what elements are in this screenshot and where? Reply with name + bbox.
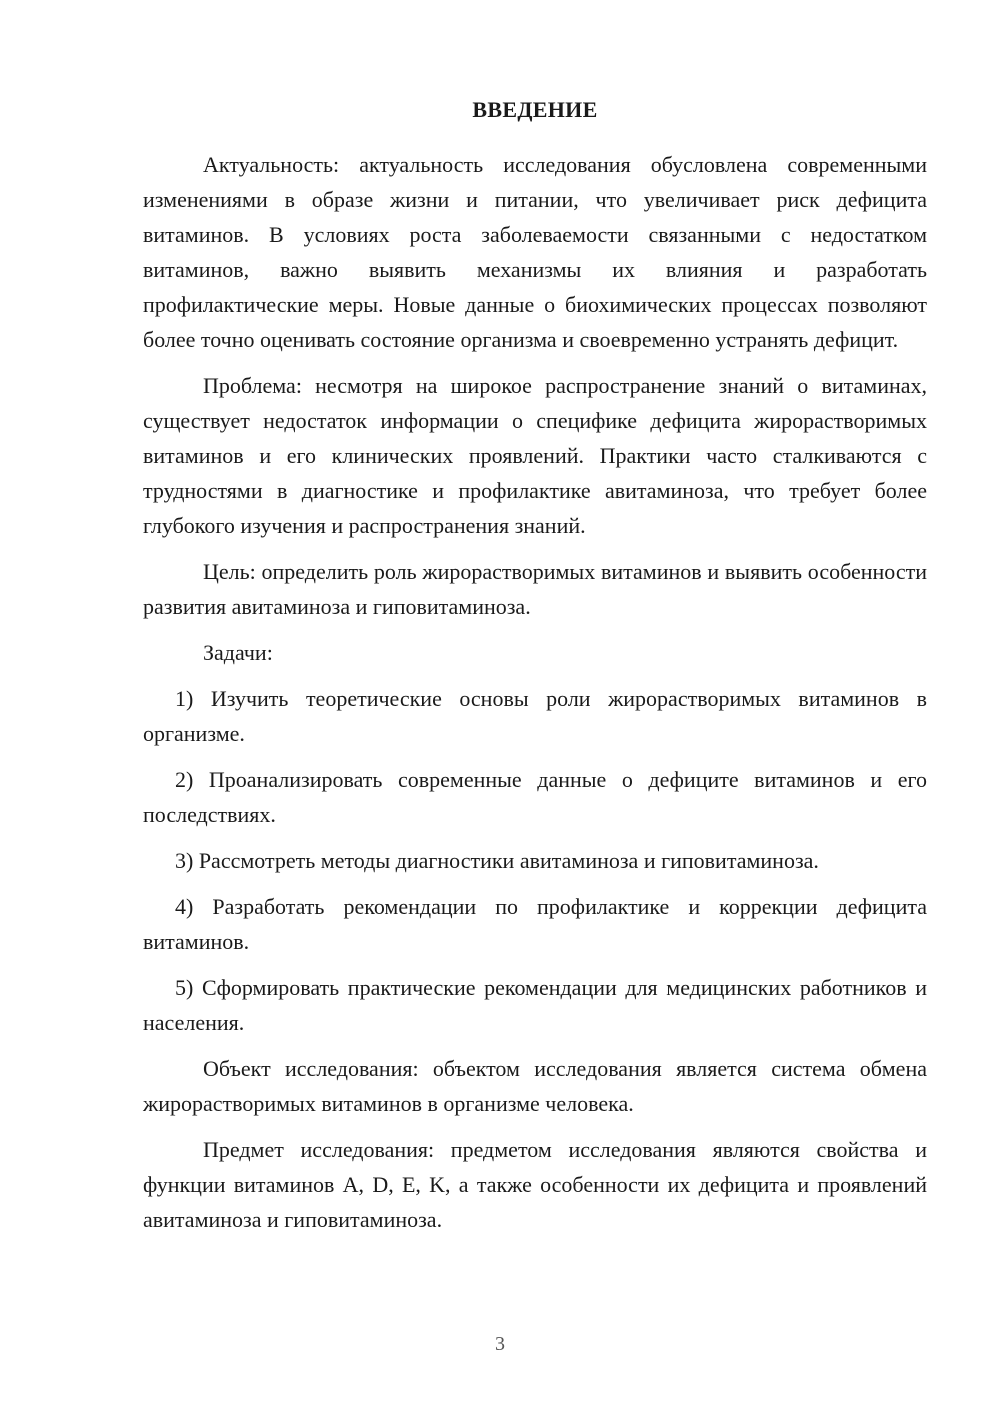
problem-paragraph: Проблема: несмотря на широкое распространение знаний о витаминах, существует недостаток информации о специфике дефицита жирорастворимых витаминов и его клинических проявлений. Практики часто сталкиваются с трудностями в диагностике и профилактике авитаминоза, что требует более глубокого изучения и распространения знаний. <box>143 373 927 538</box>
task-item-1: 1) Изучить теоретические основы роли жирорастворимых витаминов в организме. <box>143 686 927 746</box>
tasks-heading: Задачи: <box>203 640 273 665</box>
relevance-paragraph: Актуальность: актуальность исследования обусловлена современными изменениями в образе жизни и питании, что увеличивает риск дефицита витаминов. В условиях роста заболеваемости связанными с недостатком витаминов, важно выявить механизмы их влияния и разработать профилактические меры. Новые данные о биохимических процессах позволяют более точно оценивать состояние организма и своевременно устранять дефицит. <box>143 152 927 352</box>
task-item-5: 5) Сформировать практические рекомендации для медицинских работников и населения. <box>143 975 927 1035</box>
goal-paragraph: Цель: определить роль жирорастворимых витаминов и выявить особенности развития авитаминоза и гиповитаминоза. <box>143 559 927 619</box>
task-item-2: 2) Проанализировать современные данные о дефиците витаминов и его последствиях. <box>143 767 927 827</box>
object-paragraph: Объект исследования: объектом исследования является система обмена жирорастворимых витаминов в организме человека. <box>143 1056 927 1116</box>
page-number: 3 <box>495 1333 505 1355</box>
subject-paragraph: Предмет исследования: предметом исследования являются свойства и функции витаминов A, D, E, K, а также особенности их дефицита и проявлений авитаминоза и гиповитаминоза. <box>143 1137 927 1232</box>
document-page <box>143 92 927 1248</box>
task-item-3: 3) Рассмотреть методы диагностики авитаминоза и гиповитаминоза. <box>175 848 819 873</box>
page-title: ВВЕДЕНИЕ <box>472 97 598 122</box>
task-item-4: 4) Разработать рекомендации по профилактике и коррекции дефицита витаминов. <box>143 894 927 954</box>
